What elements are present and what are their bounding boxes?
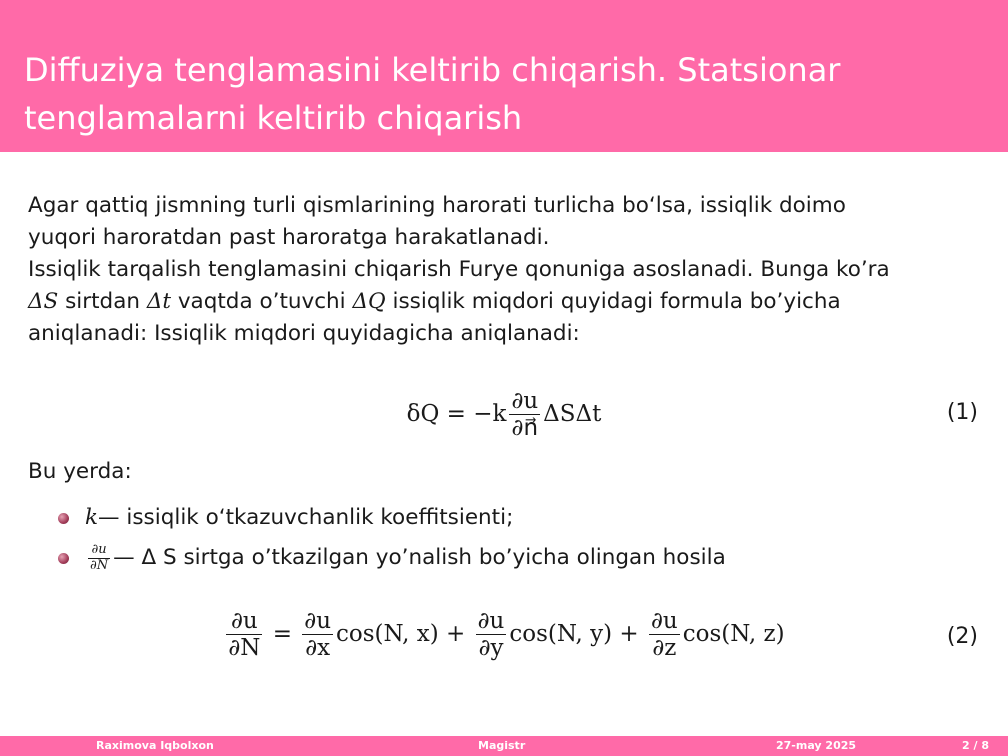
title-line-1: Diffuziya tenglamasini keltirib chiqarish. Statsionar (24, 51, 841, 89)
paragraph-2 (28, 254, 978, 350)
eq2-t3-cos: cos(N, z) (682, 620, 785, 647)
where-label: Bu yerda: (28, 459, 132, 484)
bullet-2-num: ∂u (88, 543, 110, 559)
eq1-rhs: ΔSΔt (543, 400, 602, 427)
paragraph-1 (28, 190, 978, 254)
equation-1 (0, 388, 1008, 442)
eq2-t3-num: ∂u (651, 608, 678, 634)
bullet-2-fraction (88, 543, 110, 574)
eq2-lhs-den: ∂N (228, 635, 261, 662)
eq1-fraction (509, 388, 540, 442)
p2-text-b: sirtdan (58, 289, 147, 314)
where-label-container (28, 456, 978, 488)
bullet-1-text: — issiqlik o‘tkazuvchanlik koeffitsienti; (98, 505, 514, 530)
eq2-equals: = (265, 620, 300, 647)
eq2-plus-2: + (612, 620, 647, 647)
slide-body (28, 190, 978, 350)
p1-line-1: Agar qattiq jismning turli qismlarining harorati turlicha bo‘lsa, issiqlik doimo (28, 193, 846, 218)
eq2-t2-cos: cos(N, y) (509, 620, 613, 647)
slide-header (0, 0, 1008, 152)
eq2-t1-den: ∂x (305, 635, 331, 662)
bullet-2-den: ∂N (90, 557, 109, 573)
eq2-t2-den: ∂y (478, 635, 504, 662)
title-line-2: tenglamalarni keltirib chiqarish (24, 99, 523, 137)
eq2-t2-num: ∂u (477, 608, 505, 634)
delta-t-symbol: Δt (146, 289, 171, 314)
eq1-lhs: δQ = −k (406, 400, 507, 427)
bullet-1-var: k (85, 505, 99, 530)
bullet-list (58, 498, 726, 578)
eq2-lhs-fraction (226, 608, 262, 662)
eq2-plus-1: + (438, 620, 473, 647)
eq1-frac-num: ∂u (511, 388, 539, 414)
p2-text-f: issiqlik miqdori quyidagi formula bo’yicha (385, 289, 841, 314)
equation-1-number: (1) (946, 400, 978, 425)
bullet-dot-icon (58, 513, 69, 524)
eq1-frac-den: ∂n⃗ (511, 415, 539, 442)
bullet-item-2 (58, 538, 726, 578)
equation-2 (0, 608, 1008, 662)
p2-line-1: Issiqlik tarqalish tenglamasini chiqarish Furye qonuniga asoslanadi. Bunga ko’ra (28, 257, 890, 282)
equation-2-number: (2) (946, 624, 978, 649)
p2-line-3: aniqlanadi: Issiqlik miqdori quyidagicha aniqlanadi: (28, 321, 580, 346)
eq2-t1-cos: cos(N, x) (336, 620, 439, 647)
bullet-item-1 (58, 498, 726, 538)
footer-date: 27-may 2025 (776, 739, 857, 752)
bullet-2-text: — Δ S sirtga o’tkazilgan yo’nalish bo’yicha olingan hosila (113, 545, 726, 570)
p1-line-2: yuqori haroratdan past haroratga harakatlanadi. (28, 225, 550, 250)
footer-page-number: 2 / 8 (962, 739, 989, 752)
delta-q-symbol: ΔQ (352, 289, 386, 314)
bullet-dot-icon (58, 553, 69, 564)
eq2-term2-fraction (476, 608, 507, 662)
eq2-t1-num: ∂u (304, 608, 332, 634)
eq2-lhs-num: ∂u (226, 608, 262, 635)
eq2-term1-fraction (302, 608, 333, 662)
slide-title (24, 46, 984, 142)
delta-s-symbol: ΔS (28, 289, 59, 314)
eq2-t3-den: ∂z (652, 635, 677, 662)
footer-author: Raximova Iqbolxon (96, 739, 214, 752)
p2-text-d: vaqtda o’tuvchi (171, 289, 353, 314)
slide-footer (0, 736, 1008, 756)
eq2-term3-fraction (649, 608, 680, 662)
footer-degree: Magistr (478, 739, 526, 752)
